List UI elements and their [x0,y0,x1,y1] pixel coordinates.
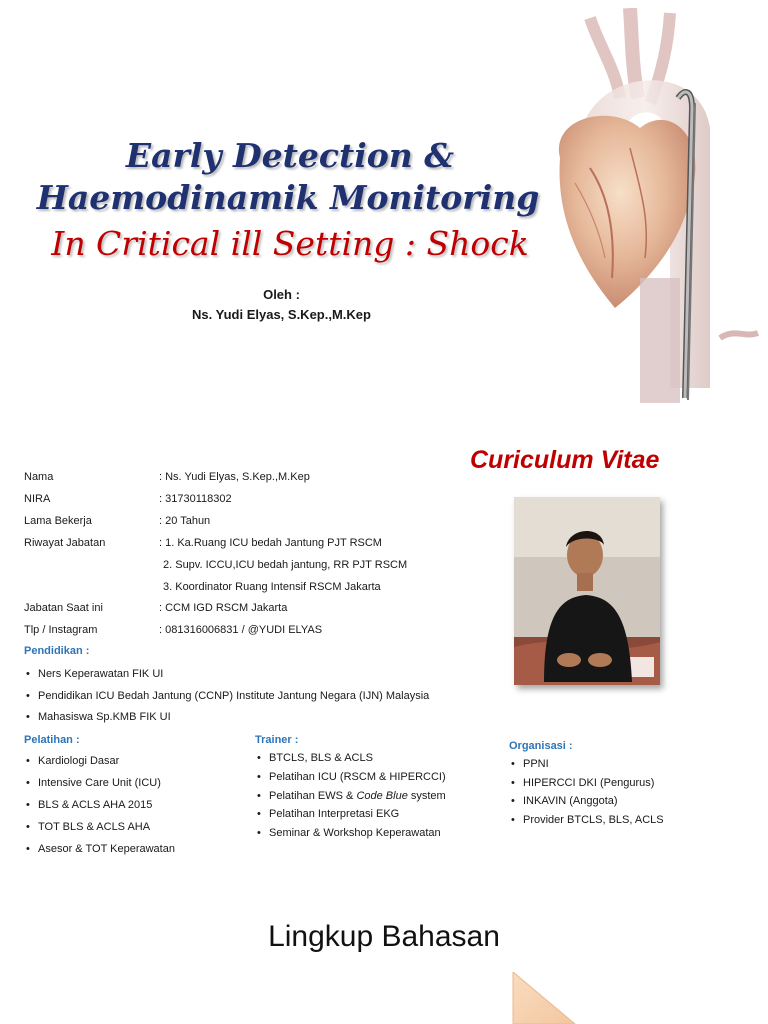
riwayat-jabatan-3: 3. Koordinator Ruang Intensif RSCM Jakarta [163,581,381,593]
pendidikan-list [24,668,429,733]
author-label: Oleh : [263,287,300,302]
info-value: : 31730118302 [159,493,232,505]
cv-slide [0,420,768,875]
ews-suffix: system [407,789,446,802]
pelatihan-list [24,755,175,865]
info-value: : CCM IGD RSCM Jakarta [159,602,288,614]
list-item: • PPNI [509,758,664,777]
trainer-list [255,752,446,846]
info-label: Jabatan Saat ini [24,602,103,614]
list-item: • Pelatihan Interpretasi EKG [255,808,446,827]
title-slide [0,0,768,410]
pelatihan-heading: Pelatihan : [24,734,80,746]
info-label: Lama Bekerja [24,515,92,527]
decorative-triangle [505,972,595,1024]
list-item: • Ners Keperawatan FIK UI [24,668,429,690]
list-item: • Asesor & TOT Keperawatan [24,843,175,865]
list-item: • BLS & ACLS AHA 2015 [24,799,175,821]
list-item: • Seminar & Workshop Keperawatan [255,827,446,846]
list-item: • Kardiologi Dasar [24,755,175,777]
list-item-ews [255,790,446,809]
info-label: Nama [24,471,54,483]
title-line-1: Early Detection & [125,136,455,175]
subtitle: In Critical ill Setting : Shock [51,224,529,263]
ews-code-blue: Code Blue [356,789,408,802]
cv-title: Curiculum Vitae [470,446,660,474]
riwayat-jabatan-2: 2. Supv. ICCU,ICU bedah jantung, RR PJT RSCM [163,559,408,571]
list-item: • Pelatihan ICU (RSCM & HIPERCCI) [255,771,446,790]
info-label: Riwayat Jabatan [24,537,106,549]
list-item: • HIPERCCI DKI (Pengurus) [509,777,664,796]
list-item: • Provider BTCLS, BLS, ACLS [509,814,664,833]
scope-title: Lingkup Bahasan [268,920,500,953]
organisasi-heading: Organisasi : [509,740,573,752]
info-value: : 081316006831 / @YUDI ELYAS [159,624,323,636]
organisasi-list [509,758,664,832]
list-item: • TOT BLS & ACLS AHA [24,821,175,843]
ews-prefix: Pelatihan EWS & [269,789,357,802]
scope-slide [0,880,768,1024]
list-item: • Mahasiswa Sp.KMB FIK UI [24,711,429,733]
info-label: NIRA [24,493,51,505]
info-value: : 1. Ka.Ruang ICU bedah Jantung PJT RSCM [159,537,382,549]
author-name: Ns. Yudi Elyas, S.Kep.,M.Kep [192,307,371,322]
pendidikan-heading: Pendidikan : [24,645,90,657]
list-item: • INKAVIN (Anggota) [509,795,664,814]
title-line-2: Haemodinamik Monitoring [36,178,540,217]
list-item: • Pendidikan ICU Bedah Jantung (CCNP) Institute Jantung Negara (IJN) Malaysia [24,690,429,712]
info-value: : 20 Tahun [159,515,211,527]
list-item: • Intensive Care Unit (ICU) [24,777,175,799]
info-label: Tlp / Instagram [24,624,98,636]
profile-photo [514,497,660,685]
list-item: • BTCLS, BLS & ACLS [255,752,446,771]
trainer-heading: Trainer : [255,734,299,746]
info-value: : Ns. Yudi Elyas, S.Kep.,M.Kep [159,471,310,483]
